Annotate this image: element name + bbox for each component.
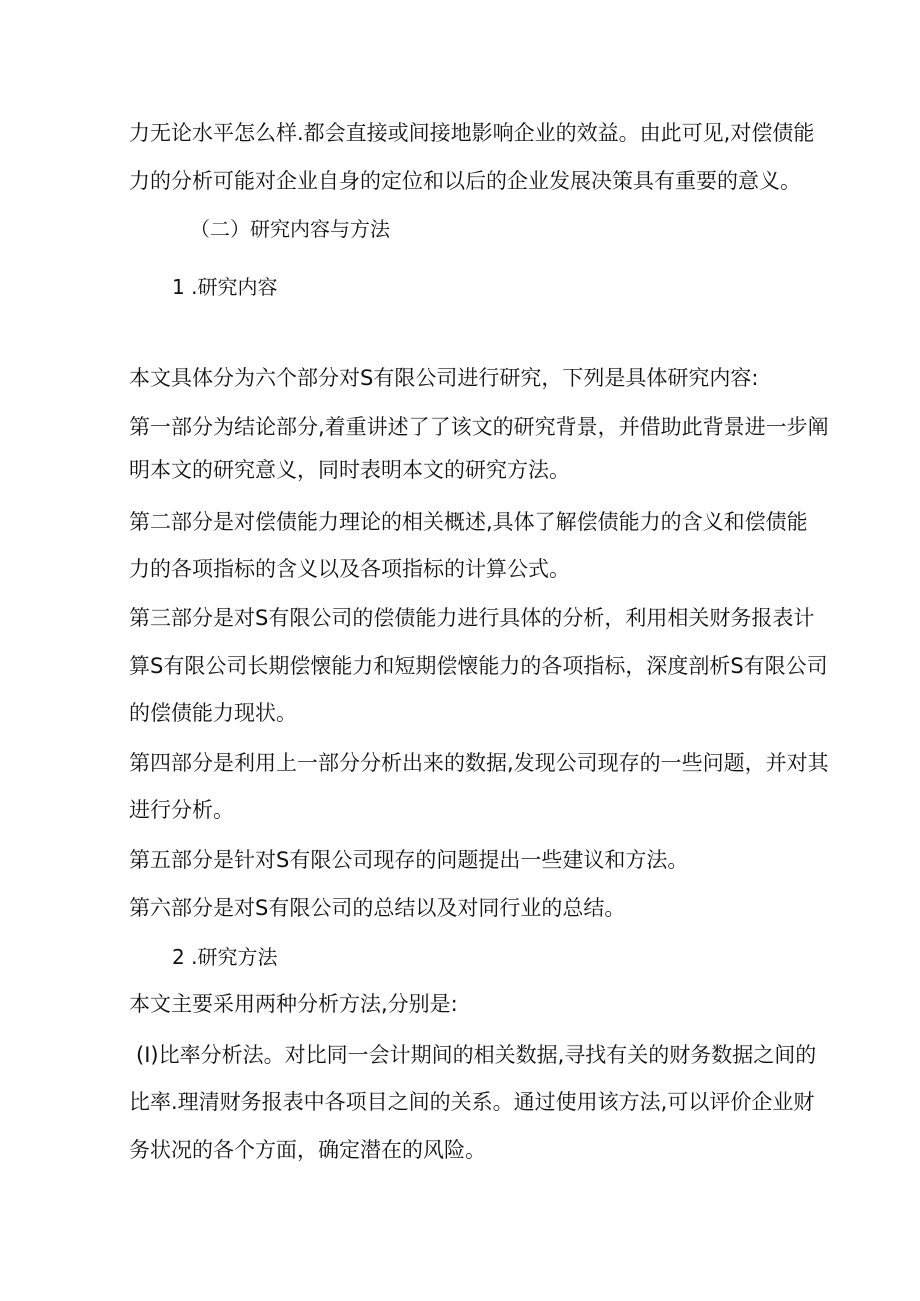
method1-line-2: 比率.理清财务报表中各项目之间的关系。通过使用该方法,可以评价企业财	[129, 1090, 815, 1114]
subsection-heading-content: 1 .研究内容	[172, 275, 278, 299]
part3-line-3: 的偿债能力现状。	[129, 701, 297, 725]
method1-line-1: (I)比率分析法。对比同一会计期间的相关数据,寻找有关的财务数据之间的	[136, 1043, 817, 1067]
part6-paragraph: 第六部分是对S有限公司的总结以及对同行业的总结。	[129, 896, 626, 920]
part4-line-2: 进行分析。	[129, 798, 234, 822]
overview-paragraph: 本文具体分为六个部分对S有限公司进行研究，下列是具体研究内容:	[129, 366, 759, 390]
part1-line-1: 第一部分为结论部分,着重讲述了了该文的研究背景，并借助此背景进一步阐	[129, 415, 829, 439]
part2-line-1: 第二部分是对偿债能力理论的相关概述,具体了解偿债能力的含义和偿债能	[129, 510, 808, 534]
part3-line-2: 算S有限公司长期偿懐能力和短期偿懐能力的各项指标，深度剖析S有限公司	[129, 654, 828, 678]
part3-line-1: 第三部分是对S有限公司的偿债能力进行具体的分析，利用相关财务报表计	[129, 606, 815, 630]
part5-paragraph: 第五部分是针对S有限公司现存的问题提出一些建议和方法。	[129, 848, 689, 872]
methods-intro: 本文主要采用两种分析方法,分别是:	[129, 992, 458, 1016]
section-heading: （二）研究内容与方法	[190, 217, 390, 241]
subsection-heading-methods: 2 .研究方法	[172, 945, 278, 969]
part2-line-2: 力的各项指标的含义以及各项指标的计算公式。	[129, 557, 570, 581]
intro-line-2: 力的分析可能对企业自身的定位和以后的企业发展决策具有重要的意义。	[129, 169, 801, 193]
intro-line-1: 力无论水平怎么样.都会直接或间接地影响企业的效益。由此可见,对偿债能	[129, 121, 815, 145]
part1-line-2: 明本文的研究意义，同时表明本文的研究方法。	[129, 458, 570, 482]
method1-line-3: 务状况的各个方面，确定潜在的风险。	[129, 1138, 486, 1162]
part4-line-1: 第四部分是利用上一部分分析出来的数据,发现公司现存的一些问题，并对其	[129, 751, 829, 775]
